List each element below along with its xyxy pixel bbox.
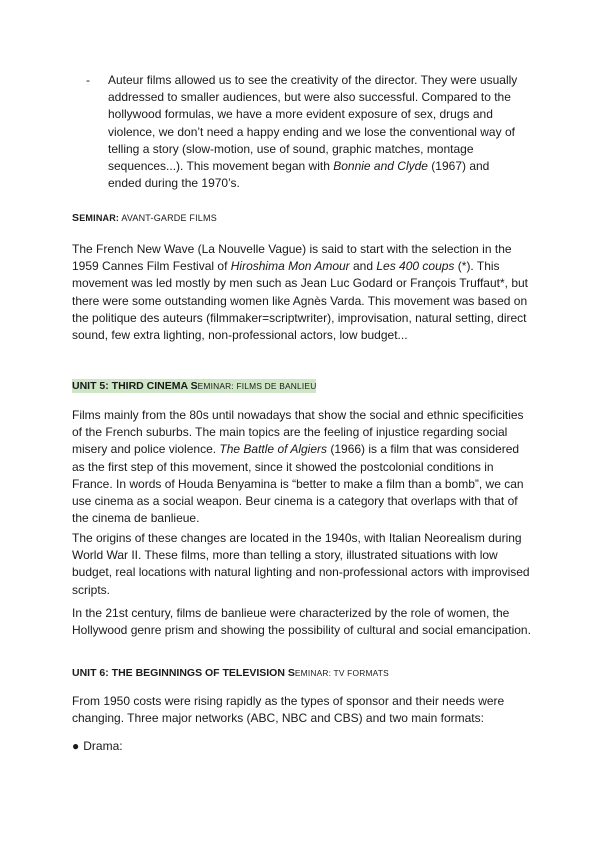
unit-6-heading	[72, 666, 389, 680]
text: The French New Wave (La Nouvelle Vague) is said to start with the selection in the 1959 Cannes Film Festival of	[72, 242, 512, 274]
seminar-label: EMINAR	[294, 668, 329, 678]
bullet-paragraph	[108, 72, 526, 192]
seminar-topic: : FILMS DE BANLIEU	[231, 381, 317, 391]
seminar-initial: S	[72, 212, 80, 224]
film-title-battle-of-algiers: The Battle of Algiers	[219, 442, 328, 457]
seminar-topic: : TV FORMATS	[328, 668, 389, 678]
unit-title: UNIT 6: THE BEGINNINGS OF TELEVISION	[72, 667, 288, 679]
text: (*). This movement was led mostly by men such as Jean Luc Godard or François Truffaut*, but there were some outstanding women like Agnès Varda. This movement was based on the politique des auteurs (filmmaker=scriptwriter), improvisation, natural setting, direct sound, few extra lighting, non-professional actors, low budget...	[72, 259, 528, 343]
seminar-initial: S	[190, 380, 198, 392]
paragraph-networks: From 1950 costs were rising rapidly as the types of sponsor and their needs were changing. Three major networks (ABC, NBC and CBS) and two main formats:	[72, 694, 505, 726]
paragraph-origins: The origins of these changes are located in the 1940s, with Italian Neorealism during World War II. These films, more than telling a story, illustrated situations with low budget, real locations with natural lighting and non-professional actors with improvised scripts.	[72, 531, 530, 597]
film-title-hiroshima: Hiroshima Mon Amour	[230, 259, 350, 274]
bullet-text-end: (1967) and ended during the 1970’s.	[108, 159, 490, 191]
unit-title: UNIT 5: THIRD CINEMA	[72, 380, 191, 392]
text: and	[349, 259, 377, 274]
text: Films mainly from the 80s until nowadays that show the social and ethnic specificities of the French suburbs. The main topics are the feeling of injustice regarding social misery and police violence.	[72, 408, 524, 457]
seminar-label: EMINAR	[197, 381, 232, 391]
paragraph-new-wave	[72, 241, 534, 344]
text: (1966) is a film that was considered as the first step of this movement, since it showed the postcolonial conditions in France. In words of Houda Benyamina is “better to make a film than a bomb”, we can use cinema as a social weapon. Beur cinema is a category that overlaps with that of the cinema de banlieue.	[72, 442, 524, 526]
seminar-label: EMINAR:	[79, 213, 120, 223]
paragraph-21st-century: In the 21st century, films de banlieue were characterized by the role of women, the Hollywood genre prism and showing the possibility of cultural and social emancipation.	[72, 606, 531, 638]
highlighted-heading	[72, 379, 316, 393]
drama-label: Drama:	[83, 739, 123, 753]
bullet-text-start: Auteur films allowed us to see the creativity of the director. They were usually addressed to smaller audiences, but were also successful. Compared to the hollywood formulas, we have a more evident exposure of sex, drugs and violence, we don’t need a happy ending and we lose the conventional way of telling a story (slow-motion, use of sound, graphic matches, montage sequences...). This movement began with	[108, 73, 518, 174]
film-title-400-coups: Les 400 coups	[376, 259, 455, 274]
seminar-heading-avant-garde	[72, 212, 217, 224]
dot-bullet: ●	[72, 739, 80, 753]
film-title-bonnie-and-clyde: Bonnie and Clyde	[333, 159, 428, 174]
dash-bullet: -	[86, 73, 90, 87]
seminar-topic: AVANT-GARDE FILMS	[119, 213, 217, 223]
unit-5-heading	[72, 379, 316, 393]
seminar-initial: S	[287, 667, 295, 679]
list-item-drama	[72, 738, 534, 755]
paragraph-banlieue-intro	[72, 407, 534, 527]
